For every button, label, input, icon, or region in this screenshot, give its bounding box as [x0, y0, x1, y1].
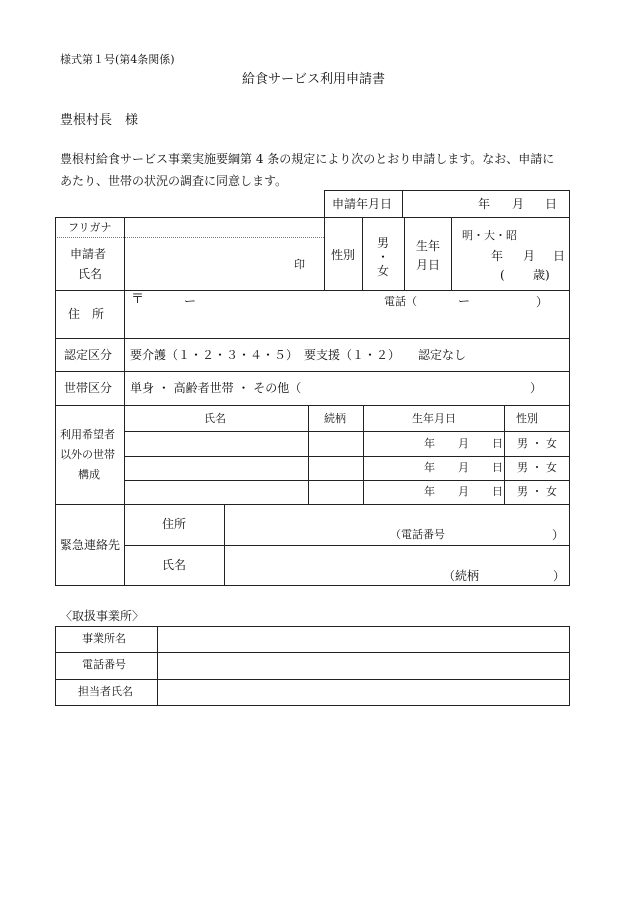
postal-dash: ー	[184, 294, 197, 308]
statement-line-1: 豊根村給食サービス事業実施要綱第 4 条の規定により次のとおり申請します。なお、申請に	[60, 152, 555, 166]
birth-label-2: 月日	[416, 258, 441, 272]
emergency-relation-open: （続柄	[443, 569, 480, 583]
age-close: 歳)	[533, 268, 550, 282]
member-birth-year: 年	[424, 437, 435, 450]
seal-mark: 印	[294, 258, 305, 271]
age-open: (	[500, 268, 505, 282]
emergency-phone-open: （電話番号	[390, 528, 445, 541]
member-birth-month: 月	[458, 437, 469, 450]
members-col-name: 氏名	[204, 412, 226, 425]
birth-day: 日	[553, 249, 566, 263]
member-sex: 男 ・ 女	[517, 437, 557, 450]
emergency-name-label: 氏名	[162, 558, 187, 572]
household-options: 単身 ・ 高齢者世帯 ・ その他（	[130, 381, 302, 395]
phone-close: ）	[536, 295, 549, 309]
birth-month: 月	[523, 249, 536, 263]
sex-male: 男	[377, 236, 390, 250]
office-row-name-label: 事業所名	[82, 632, 126, 645]
era-options: 明・大・昭	[462, 229, 517, 242]
form-number: 様式第１号(第4条関係)	[60, 53, 175, 66]
household-label: 世帯区分	[64, 381, 113, 395]
statement-line-2: あたり、世帯の状況の調査に同意します。	[60, 174, 288, 188]
members-label-2: 以外の世帯	[60, 448, 115, 461]
furigana-label: フリガナ	[68, 221, 112, 234]
office-row-staff-label: 担当者氏名	[78, 685, 133, 698]
member-birth-year: 年	[424, 461, 435, 474]
member-sex: 男 ・ 女	[517, 485, 557, 498]
emergency-address-label: 住所	[162, 517, 187, 531]
member-birth-month: 月	[458, 485, 469, 498]
sex-label: 性別	[331, 248, 356, 262]
sex-female: 女	[377, 264, 390, 278]
birth-year: 年	[491, 249, 504, 263]
household-close: ）	[530, 381, 543, 395]
application-date-label: 申請年月日	[332, 197, 393, 211]
emergency-label: 緊急連絡先	[60, 538, 121, 552]
care-label: 認定区分	[64, 348, 113, 362]
applicant-label: 申請者	[70, 247, 107, 261]
application-date-day: 日	[545, 197, 558, 211]
care-options: 要介護（１・２・３・４・５） 要支援（１・２） 認定なし	[130, 348, 467, 362]
members-label-1: 利用希望者	[60, 428, 115, 441]
emergency-phone-close: ）	[552, 528, 565, 542]
members-col-sex: 性別	[516, 412, 538, 425]
member-birth-day: 日	[492, 437, 503, 450]
phone-dash: ー	[458, 294, 471, 308]
members-label-3: 構成	[78, 468, 100, 481]
application-date-year: 年	[478, 197, 491, 211]
application-date-month: 月	[512, 197, 525, 211]
applicant-name-label: 氏名	[78, 267, 103, 281]
emergency-relation-close: ）	[553, 569, 566, 583]
members-col-relation: 続柄	[324, 412, 346, 425]
addressee: 豊根村長 様	[60, 113, 139, 128]
form-title: 給食サービス利用申請書	[242, 72, 386, 87]
phone-label: 電話（	[384, 295, 417, 308]
member-birth-day: 日	[492, 461, 503, 474]
member-sex: 男 ・ 女	[517, 461, 557, 474]
birth-label: 生年	[416, 239, 441, 253]
member-birth-day: 日	[492, 485, 503, 498]
office-section-title: 〈取扱事業所〉	[60, 609, 145, 623]
members-col-birth: 生年月日	[412, 412, 456, 425]
address-label: 住 所	[68, 307, 105, 321]
postal-mark: 〒	[131, 292, 145, 307]
office-row-phone-label: 電話番号	[82, 658, 126, 671]
member-birth-year: 年	[424, 485, 435, 498]
sex-dot: ・	[377, 250, 390, 264]
member-birth-month: 月	[458, 461, 469, 474]
